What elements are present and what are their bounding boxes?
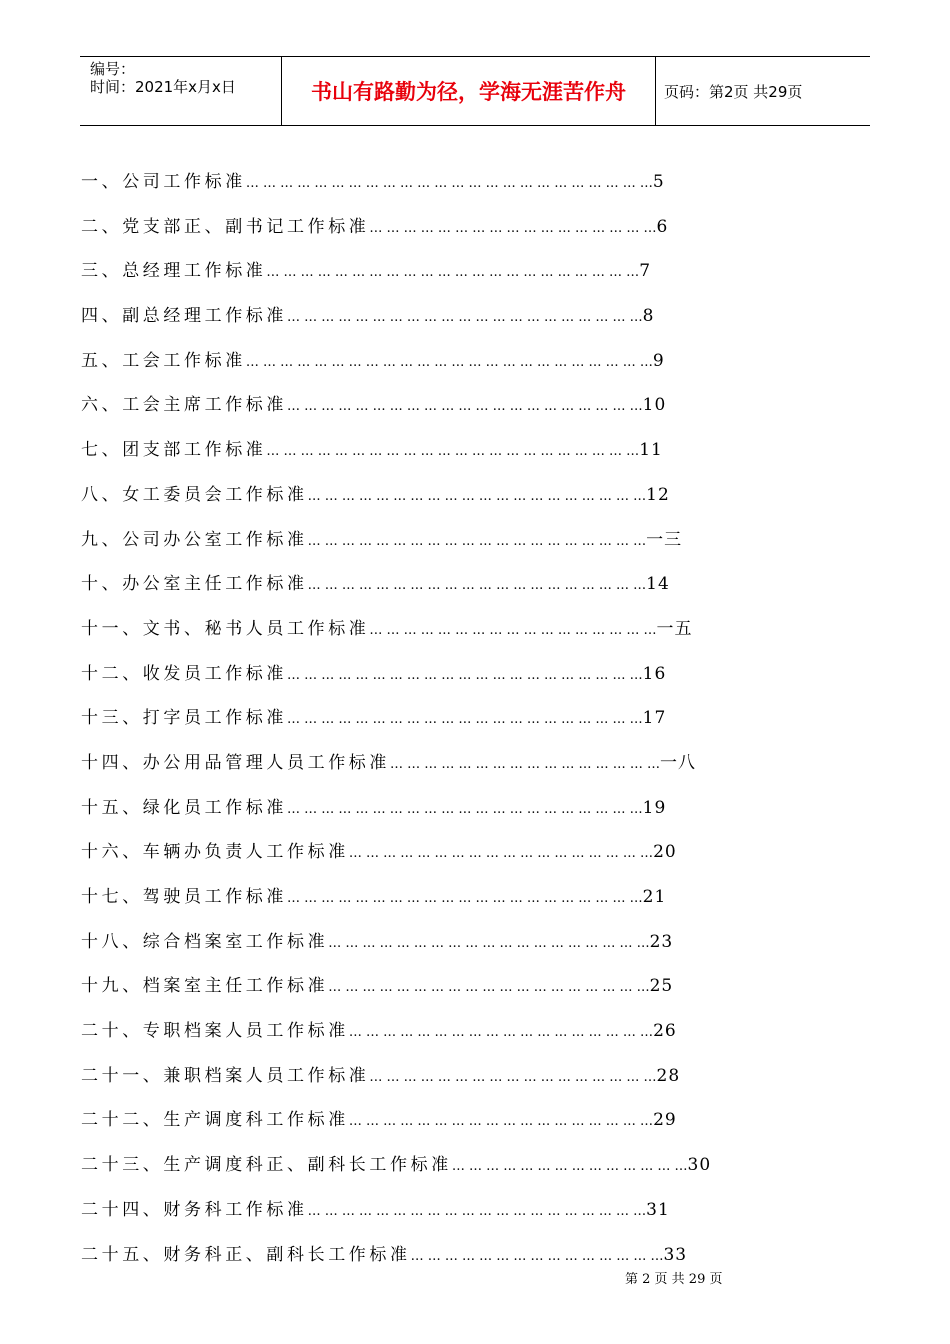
toc-entry[interactable] [81, 168, 801, 213]
toc-entry-title: 三、总经理工作标准 [81, 261, 267, 282]
toc-entry[interactable] [81, 1106, 801, 1151]
toc-entry-leader: … … … … … … … … … … … … … … … [410, 1248, 664, 1264]
toc-entry[interactable] [81, 660, 801, 705]
toc-entry-title: 一、公司工作标准 [81, 172, 246, 192]
document-number-label: 编号： [90, 60, 136, 78]
toc-entry-title: 二十二、生产调度科工作标准 [81, 1110, 349, 1131]
toc-entry-page-number: 12 [646, 484, 670, 505]
toc-entry-page-number: 31 [646, 1199, 670, 1220]
toc-entry-leader: … … … … … … … … … … … … … … [451, 1159, 688, 1175]
toc-entry-leader: … … … … … … … … … … … … … … … … … … [348, 1114, 654, 1130]
toc-entry-title: 十七、驾驶员工作标准 [81, 887, 287, 907]
toc-entry-leader: … … … … … … … … … … … … … … … … … [369, 622, 657, 638]
toc-entry-leader: … … … … … … … … … … … … … … … … … … [348, 1025, 654, 1041]
toc-entry-page-number: 5 [652, 172, 665, 192]
toc-entry-title: 八、女工委员会工作标准 [81, 484, 308, 505]
toc-entry-title: 十一、文书、秘书人员工作标准 [81, 618, 370, 639]
toc-entry[interactable] [81, 928, 801, 973]
toc-entry[interactable] [81, 391, 801, 436]
toc-entry-title: 二、党支部正、副书记工作标准 [81, 216, 370, 237]
toc-entry[interactable] [81, 794, 801, 839]
toc-entry-page-number: 20 [653, 842, 677, 863]
toc-entry-title: 四、副总经理工作标准 [81, 306, 287, 327]
toc-entry-title: 十四、办公用品管理人员工作标准 [81, 752, 390, 773]
toc-entry-leader: … … … … … … … … … … … … … … … … … … … [328, 935, 650, 951]
toc-entry-page-number: 6 [656, 216, 669, 237]
toc-entry-title: 十三、打字员工作标准 [81, 708, 287, 729]
toc-entry-page-number: 25 [649, 976, 674, 997]
toc-entry-leader: … … … … … … … … … … … … … … … … … [369, 1069, 657, 1085]
toc-entry-leader: … … … … … … … … … … … … … … … … … … … … … [287, 667, 643, 683]
toc-entry[interactable] [81, 838, 801, 883]
toc-entry-leader: … … … … … … … … … … … … … … … … … … … … … [287, 712, 643, 728]
table-of-contents [81, 168, 801, 1285]
toc-entry-leader: … … … … … … … … … … … … … … … … [390, 756, 660, 772]
toc-entry-title: 十二、收发员工作标准 [81, 663, 287, 684]
toc-entry-leader: … … … … … … … … … … … … … … … … … … … … … [287, 801, 643, 817]
toc-entry-page-number: 10 [642, 395, 667, 416]
toc-entry-title: 二十、专职档案人员工作标准 [81, 1021, 349, 1042]
toc-entry-leader: … … … … … … … … … … … … … … … … … … … … [307, 1203, 647, 1219]
page-header [80, 56, 870, 126]
toc-entry-page-number: 26 [653, 1021, 677, 1042]
toc-entry-title: 七、团支部工作标准 [81, 440, 267, 461]
toc-entry-page-number: 17 [642, 708, 667, 729]
toc-entry-page-number: 23 [649, 931, 674, 952]
toc-entry[interactable] [81, 481, 801, 526]
toc-entry-leader: … … … … … … … … … … … … … … … … … … … … [307, 533, 647, 549]
toc-entry-title: 十八、综合档案室工作标准 [81, 931, 329, 952]
toc-entry-page-number: 28 [656, 1065, 681, 1086]
toc-entry[interactable] [81, 1062, 801, 1107]
header-divider-right [655, 57, 656, 125]
toc-entry-title: 六、工会主席工作标准 [81, 395, 287, 416]
toc-entry-title: 十六、车辆办负责人工作标准 [81, 842, 349, 863]
toc-entry-page-number: 一五 [656, 618, 693, 639]
toc-entry-leader: … … … … … … … … … … … … … … … … … … … … … [287, 399, 643, 415]
toc-entry[interactable] [81, 526, 801, 571]
toc-entry-title: 五、工会工作标准 [81, 350, 246, 371]
toc-entry[interactable] [81, 257, 801, 302]
header-meta [90, 60, 285, 96]
toc-entry[interactable] [81, 347, 801, 392]
toc-entry-leader: … … … … … … … … … … … … … … … … … … [348, 846, 654, 862]
toc-entry[interactable] [81, 749, 801, 794]
toc-entry-title: 十、办公室主任工作标准 [81, 574, 308, 595]
toc-entry-title: 二十一、兼职档案人员工作标准 [81, 1065, 370, 1086]
toc-entry-title: 二十五、财务科正、副科长工作标准 [81, 1244, 411, 1265]
toc-entry-leader: … … … … … … … … … … … … … … … … … … … … [307, 488, 647, 504]
page-footer: 第 2 页 共 29 页 [625, 1272, 723, 1287]
toc-entry-page-number: 14 [646, 574, 670, 595]
toc-entry[interactable] [81, 883, 801, 928]
toc-entry-leader: … … … … … … … … … … … … … … … … … … … … … [287, 310, 643, 326]
toc-entry-page-number: 一三 [646, 529, 683, 550]
toc-entry-title: 十五、绿化员工作标准 [81, 797, 287, 818]
toc-entry-leader: … … … … … … … … … … … … … … … … … … … [328, 980, 650, 996]
toc-entry-title: 九、公司办公室工作标准 [81, 529, 308, 550]
toc-entry-leader: … … … … … … … … … … … … … … … … … … … … … … [266, 265, 640, 281]
toc-entry-leader: … … … … … … … … … … … … … … … … … … … … … … … … [245, 176, 653, 191]
toc-entry-page-number: 7 [639, 261, 652, 282]
toc-entry[interactable] [81, 1151, 801, 1196]
header-motto: 书山有路勤为径，学海无涯苦作舟 [311, 80, 626, 104]
toc-entry-leader: … … … … … … … … … … … … … … … … … … … … [307, 578, 647, 594]
toc-entry-leader: … … … … … … … … … … … … … … … … … … … … … … [266, 444, 640, 460]
toc-entry[interactable] [81, 570, 801, 615]
toc-entry-page-number: 29 [653, 1110, 677, 1131]
toc-entry[interactable] [81, 213, 801, 258]
toc-entry-page-number: 19 [642, 797, 667, 818]
toc-entry-page-number: 16 [642, 663, 667, 684]
toc-entry-leader: … … … … … … … … … … … … … … … … … … … … … [287, 891, 643, 906]
toc-entry[interactable] [81, 615, 801, 660]
toc-entry[interactable] [81, 1196, 801, 1241]
toc-entry-leader: … … … … … … … … … … … … … … … … … [369, 220, 657, 236]
toc-entry[interactable] [81, 302, 801, 347]
toc-entry-page-number: 9 [652, 350, 665, 371]
toc-entry-page-number: 33 [663, 1244, 688, 1265]
toc-entry[interactable] [81, 972, 801, 1017]
toc-entry-page-number: 8 [642, 306, 655, 327]
toc-entry-page-number: 21 [642, 887, 667, 907]
toc-entry-title: 二十三、生产调度科正、副科长工作标准 [81, 1155, 452, 1176]
toc-entry-page-number: 30 [687, 1155, 712, 1176]
toc-entry[interactable] [81, 1017, 801, 1062]
document-time-label: 时间：2021年x月x日 [90, 78, 236, 96]
toc-entry-title: 二十四、财务科工作标准 [81, 1199, 308, 1220]
toc-entry[interactable] [81, 704, 801, 749]
toc-entry-page-number: 一八 [660, 752, 696, 773]
header-page-indicator: 页码：第2页 共29页 [664, 83, 803, 101]
toc-entry-page-number: 11 [639, 440, 663, 461]
toc-entry-leader: … … … … … … … … … … … … … … … … … … … … … … … … [245, 354, 653, 370]
toc-entry-title: 十九、档案室主任工作标准 [81, 976, 329, 997]
toc-entry[interactable] [81, 436, 801, 481]
